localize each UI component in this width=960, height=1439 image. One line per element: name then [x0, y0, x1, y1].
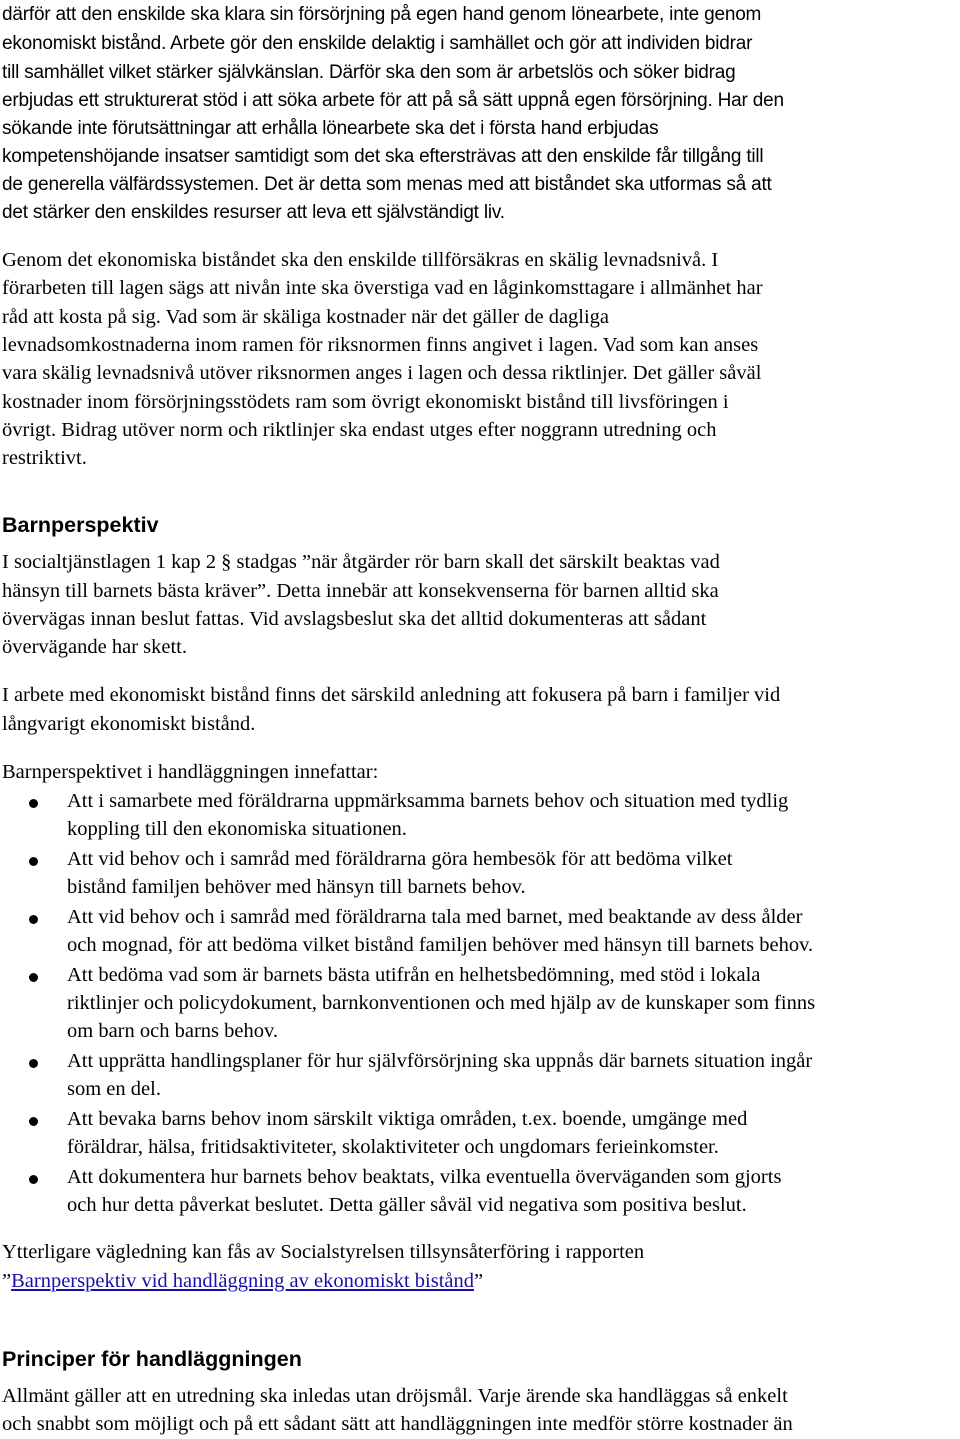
list-intro: Barnperspektivet i handläggningen innefattar: [2, 761, 379, 783]
p4-line: I arbete med ekonomiskt bistånd finns det särskild anledning att fokusera på barn i familjer vid [2, 684, 781, 706]
quote-close: ” [474, 1270, 484, 1292]
p3-line: övervägas innan beslut fattas. Vid avslagsbeslut ska det alltid dokumenteras att sådant [2, 608, 707, 630]
list-item-line: riktlinjer och policydokument, barnkonventionen och med hjälp av de kunskaper som finns [67, 992, 816, 1014]
p4-line: långvarigt ekonomiskt bistånd. [2, 713, 256, 735]
list-item-line: om barn och barns behov. [67, 1020, 279, 1042]
guidance-link-line [2, 1267, 483, 1296]
bullet-icon [29, 857, 38, 866]
bullet-icon [29, 1117, 38, 1126]
p7-line: Allmänt gäller att en utredning ska inledas utan dröjsmål. Varje ärende ska handläggas så enkelt [2, 1385, 788, 1407]
p1-line: kompetenshöjande insatser samtidigt som det ska eftersträvas att den enskilde får tillgång till [2, 146, 764, 167]
p2-line: restriktivt. [2, 447, 87, 469]
bullet-icon [29, 973, 38, 982]
list-item-line: Att i samarbete med föräldrarna uppmärksamma barnets behov och situation med tydlig [67, 790, 789, 812]
bullet-icon [29, 1175, 38, 1184]
list-item-line: och mognad, för att bedöma vilket bistånd familjen behöver med hänsyn till barnets behov. [67, 934, 814, 956]
list-item-line: Att dokumentera hur barnets behov beaktats, vilka eventuella överväganden som gjorts [67, 1166, 782, 1188]
p3-line: hänsyn till barnets bästa kräver”. Detta innebär att konsekvenserna för barnen alltid ska [2, 580, 719, 602]
list-item-line: Att upprätta handlingsplaner för hur självförsörjning ska uppnås där barnets situation ingår [67, 1050, 813, 1072]
list-item-line: och hur detta påverkat beslutet. Detta gäller såväl vid negativa som positiva beslut. [67, 1194, 747, 1216]
bullet-icon [29, 915, 38, 924]
p1-line: de generella välfärdssystemen. Det är detta som menas med att biståndet ska utformas så att [2, 174, 772, 195]
p2-line: kostnader inom försörjningsstödets ram som övrigt ekonomiskt bistånd till livsföringen i [2, 391, 729, 413]
report-link[interactable]: Barnperspektiv vid handläggning av ekonomiskt bistånd [11, 1270, 474, 1292]
p3-line: övervägande har skett. [2, 636, 187, 658]
list-item-line: Att bevaka barns behov inom särskilt viktiga områden, t.ex. boende, umgänge med [67, 1108, 748, 1130]
p2-line: råd att kosta på sig. Vad som är skäliga kostnader när det gäller de dagliga [2, 306, 610, 328]
p2-line: övrigt. Bidrag utöver norm och riktlinjer ska endast utges efter noggrann utredning och [2, 419, 717, 441]
p1-line: det stärker den enskildes resurser att leva ett självständigt liv. [2, 202, 505, 223]
p2-line: Genom det ekonomiska biståndet ska den enskilde tillförsäkras en skälig levnadsnivå. I [2, 249, 719, 271]
list-item-line: Att bedöma vad som är barnets bästa utifrån en helhetsbedömning, med stöd i lokala [67, 964, 761, 986]
bullet-icon [29, 799, 38, 808]
bullet-icon [29, 1059, 38, 1068]
p2-line: levnadsomkostnaderna inom ramen för riksnormen finns angivet i lagen. Vad som kan anses [2, 334, 759, 356]
p2-line: förarbeten till lagen sägs att nivån inte ska överstiga vad en låginkomsttagare i allmänhet har [2, 277, 763, 299]
p2-line: vara skälig levnadsnivå utöver riksnormen anges i lagen och dessa riktlinjer. Det gäller såväl [2, 362, 762, 384]
p1-line: sökande inte förutsättningar att erhålla lönearbete ska det i första hand erbjudas [2, 118, 659, 139]
list-item-line: koppling till den ekonomiska situationen. [67, 818, 407, 840]
section-heading-principer: Principer för handläggningen [2, 1347, 302, 1371]
list-item-line: bistånd familjen behöver med hänsyn till barnets behov. [67, 876, 526, 898]
list-item-line: som en del. [67, 1078, 161, 1100]
list-item-line: Att vid behov och i samråd med föräldrarna göra hembesök för att bedöma vilket [67, 848, 733, 870]
p1-line: erbjudas ett strukturerat stöd i att söka arbete för att på så sätt uppnå egen försörjning. Har den [2, 90, 784, 111]
quote-open: ” [2, 1270, 12, 1292]
p3-line: I socialtjänstlagen 1 kap 2 § stadgas ”när åtgärder rör barn skall det särskilt beaktas vad [2, 551, 720, 573]
list-item-line: föräldrar, hälsa, fritidsaktiviteter, skolaktiviteter och ungdomars ferieinkomster. [67, 1136, 719, 1158]
p1-line: ekonomiskt bistånd. Arbete gör den enskilde delaktig i samhället och gör att individen bidrar [2, 33, 753, 54]
section-heading-barnperspektiv: Barnperspektiv [2, 513, 159, 537]
p7-line: och snabbt som möjligt och på ett sådant sätt att handläggningen inte medför större kostnader än [2, 1413, 793, 1435]
p1-line: till samhället vilket stärker självkänslan. Därför ska den som är arbetslös och söker bidrag [2, 62, 736, 83]
list-item-line: Att vid behov och i samråd med föräldrarna tala med barnet, med beaktande av dess ålder [67, 906, 803, 928]
guidance-text: Ytterligare vägledning kan fås av Socialstyrelsen tillsynsåterföring i rapporten [2, 1241, 645, 1263]
p1-line: därför att den enskilde ska klara sin försörjning på egen hand genom lönearbete, inte genom [2, 4, 762, 25]
